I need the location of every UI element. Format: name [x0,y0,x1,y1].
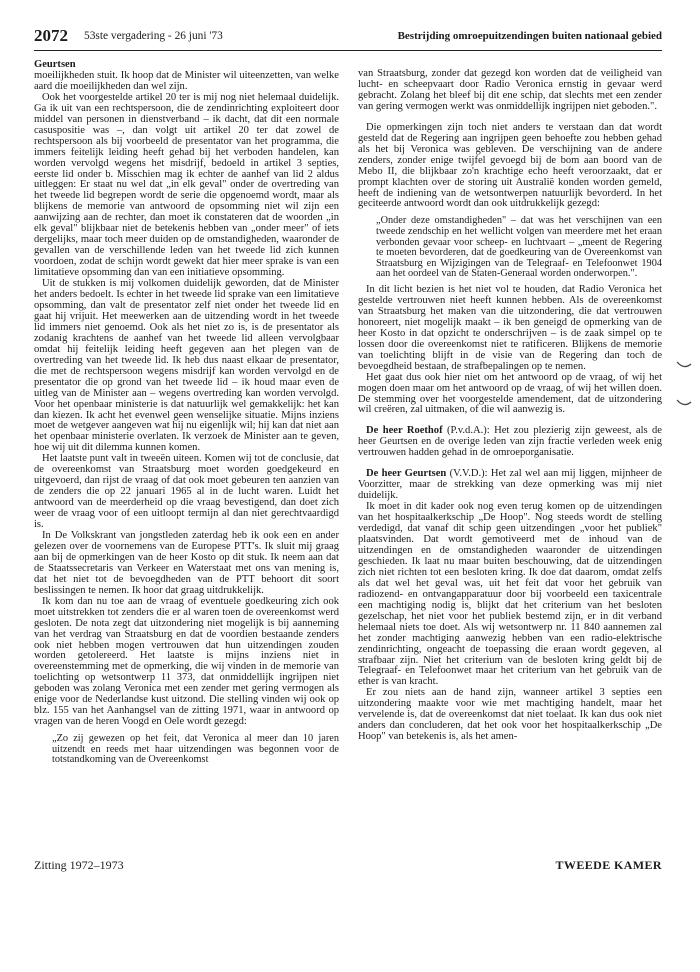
footer-session: Zitting 1972–1973 [34,858,124,872]
left-column [34,60,339,771]
footer-chamber: TWEEDE KAMER [555,858,662,872]
speaker-name: De heer Roethof [366,425,443,437]
speaker-name: De heer Geurtsen [366,468,447,480]
paragraph: moeilijkheden stuit. Ik hoop dat de Minister wil uiteenzetten, van welke aard die moeilijkheden dan wel zijn. [34,69,339,92]
speaker-heading: Geurtsen [34,59,76,70]
paragraph: Ik kom dan nu toe aan de vraag of eventuele goedkeuring zich ook moet uitstrekken tot zenders die er al waren toen de overeenkomst werd gesloten. De nota zegt dat uitzondering niet mogelijk is bij aanneming van het verdrag van Straatsburg en dat de voordien bestaande zenders ook niet hebben mogen vertrouwen dat hun uitzendingen zouden worden getolereerd. Het laatste is mijns inziens niet in overeenstemming met de opmerking, die wij vinden in de memorie van toelichting op wetsontwerp 11 373, dat onmiddellijk ingrijpen niet geboden was zolang Veronica met een zender met gering vermogen als enige voor de Nederlandse kust uitzond. Die stelling vinden wij ook op blz. 155 van het Aanhangsel van de zitting 1971, waar in antwoord op vragen van de heren Voogd en Oele wordt gezegd: [34,595,339,728]
interjection-roethof [358,426,662,459]
paragraph: Die opmerkingen zijn toch niet anders te verstaan dan dat wordt gesteld dat de Regering aan ingrijpen geen behoefte zou hebben gehad als het bij Veronica was gebleven. De verschijning van de andere zenders, zonder enige twijfel gevoegd bij de bom aan boord van de Mebo II, die blijkbaar zo'n krachtige echo heeft veroorzaakt, dat er prompt klachten over de storing uit Australië konden worden gemeld, heeft de indiening van de wetsontwerpen natuurlijk bevorderd. In het geciteerde antwoord wordt dan ook uitdrukkelijk gezegd: [358,121,662,210]
paragraph: Ik moet in dit kader ook nog even terug komen op de uitzendingen van het hospitaalkerkschip „De Hoop". Nog steeds wordt de stelling verdedigd, dat vanaf dit schip geen uitzendingen „voor het publiek" plaatsvinden. Dat wordt gemotiveerd met de inhoud van de uitzendingen en de omstandigheden waaronder de uitzendingen geschieden. Ik laat nu maar buiten beschouwing, dat de uitzendingen zich niet richten tot een besloten kring. Ik doe dat daarom, omdat zelfs als dat wel het geval was, uit het feit dat voor het gebruik van radiozend- en ontvangapparatuur door bij voorbeeld een taxicentrale een machtiging nodig is, blijkt dat het criterium van het besloten gezelschap, het niet voor het publiek bestemd zijn, er in dit verband helemaal niets toe doet. Als wij wetsontwerp nr. 11 840 aannemen zal het zonder machtiging aanwezig hebben van een radio-elektrische zendinrichting, ongeacht de toepassing die eraan wordt gegeven, al strafbaar zijn. Niet het criterium van de besloten kring geldt bij de Telegraaf- en Telefoonwet maar het criterium van het gebruik van de ether is van kracht. [358,501,662,688]
interjection-text: (P.v.d.A.): Het zou plezierig zijn geweest, als de heer Geurtsen en de overige leden van zijn fractie verleden week enig vertrouwen hadden gehad in de omroeporganisatie. [358,425,662,459]
running-title: Bestrijding omroepuitzendingen buiten nationaal gebied [397,30,662,42]
session-info: 53ste vergadering - 26 juni '73 [84,30,223,42]
right-column [358,69,662,743]
margin-mark-icon [676,360,692,370]
paragraph: Het laatste punt valt in tweeën uiteen. Komen wij tot de conclusie, dat de overeenkomst van Straatsburg moet worden goedgekeurd en uitgevoerd, dan rijst de vraag of dat ook moet gebeuren ten aanzien van de zenders die op 22 januari 1965 al in de lucht waren. Luidt het antwoord van de meerderheid op die vraag bevestigend, dan doet zich weer de vraag voor of een uitloopt termijn al dan niet gerechtvaardigd is. [34,453,339,531]
paragraph: In dit licht bezien is het niet vol te houden, dat Radio Veronica het gestelde vertrouwen niet heeft kunnen hebben. Als de overeenkomst van Straatsburg het maken van die uitzondering, die dat vertrouwen honoreert, niet mogelijk maakt – ik ben geneigd de opmerking van de heer Kosto in dat opzicht te onderschrijven – is de zaak simpel op te lossen door die overeenkomst niet te ratificeren. Blijkens de memorie van toelichting blijft in de visie van de Regering dan toch de bevoegdheid bestaan, de strafbepalingen op te nemen. [358,284,662,372]
paragraph: Er zou niets aan de hand zijn, wanneer artikel 3 septies een uitzondering maakte voor wie met machtiging handelt, maar het vervelende is, dat de overeenkomst dat niet toelaat. Ik kan dus ook niet anders dan concluderen, dat het ook voor het hospitaalkerkschip „De Hoop" van betekenis is, als het amen- [358,687,662,743]
reply-text: (V.V.D.): Het zal wel aan mij liggen, mijnheer de Voorzitter, maar de strekking van deze opmerking was mij niet duidelijk. [358,468,662,502]
page-header [34,26,662,48]
margin-mark-icon [676,398,692,408]
paragraph: Uit de stukken is mij volkomen duidelijk geworden, dat de Minister het anders bedoelt. Is echter in het tweede lid sprake van een limitatieve opsomming, dan valt de presentator zelf niet onder het tweede lid en gaat hij vrijuit. Het meewerken aan de uitzending wordt in het tweede lid immers niet genoemd. Ook als het niet zo is, is de presentator als zodanig krachtens de aanhef van het tweede lid alleen vervolgbaar omdat hij feitelijk leiding heeft gegeven aan het plegen van de overtreding van het tweede lid. Ik heb dus naast elkaar de presentator, die met de rechtspersoon wegens misdrijf kan worden vervolgd en de presentator die op grond van het tweede lid – ik houd maar even de uitleg van de Minister aan – wegens overtreding kan worden vervolgd. Voor het openbaar ministerie is dat natuurlijk wel gemakkelijk: het kan dan kiezen. Ik acht het evenwel geen wenselijke situatie. Mijns inziens moet de wetgever aangeven wat hij nu eigenlijk wil; hij kan dat niet aan het openbaar ministerie overlaten. Ik verzoek de Minister aan te geven, hoe wij uit dit dilemma kunnen komen. [34,278,339,454]
page-number: 2072 [34,26,68,45]
reply-geurtsen [358,469,662,502]
block-quote: „Onder deze omstandigheden" – dat was het verschijnen van een tweede zendschip en het wellicht volgen van meerdere met het eraan verbonden gevaar voor scheep- en luchtvaart – „meent de Regering te moeten bevorderen, dat de goedkeuring van de Overeenkomst van Straatsburg en Wijzigingen van de Telegraaf- en Telefoonwet 1904 aan het oordeel van de Staten-Generaal worden onderworpen.". [376,215,662,280]
block-quote: „Zo zij gewezen op het feit, dat Veronica al meer dan 10 jaren uitzendt en reeds met haar uitzendingen was begonnen voor de totstandkoming van de Overeenkomst [52,733,339,766]
paragraph: Het gaat dus ook hier niet om het antwoord op de vraag, of wij het mogen doen maar om het antwoord op de vraag, of wij het willen doen. De stemming over het voorgestelde amendement, dat de uitzondering wil creëren, zal uitmaken, of die wil aanwezig is. [358,371,662,416]
header-rule [34,50,662,51]
paragraph: In De Volkskrant van jongstleden zaterdag heb ik ook een en ander gelezen over de voornemens van de Europese PTT's. Ik sluit mij graag aan bij de opmerkingen van de heer Kosto op dit stuk. Ik neem aan dat de Staatssecretaris van Verkeer en Waterstaat met ons van mening is, dat het niet tot de bevoegdheden van de PTT behoort dit soort beslissingen te nemen. Ik hoor dat graag uitdrukkelijk. [34,529,339,596]
paragraph: van Straatsburg, zonder dat gezegd kon worden dat de veiligheid van lucht- en scheepvaart door Radio Veronica ernstig in gevaar werd gebracht. Zolang het bleef bij dit ene schip, dat slechts met een zender van gering vermogen werkt was onmiddellijk ingrijpen niet geboden.". [358,68,662,112]
paragraph: Ook het voorgestelde artikel 20 ter is mij nog niet helemaal duidelijk. Ga ik uit van een rechtspersoon, die de zendinrichting exploiteert door middel van personen in dienstverband – ik dacht, dat dit een normale casuspositie was –, dan volgt uit artikel 20 ter dat zowel de rechtspersoon als bij voorbeeld de presentator van het programma, die immers feitelijk leiding heeft gehad bij het verboden handelen, kan worden vervolgd wegens het misdrijf, bedoeld in artikel 3 septies, eerste lid onder b. Misschien mag ik echter de aanhef van lid 2 aldus uitleggen: Er staat nu wel dat „in elk geval" onder de overtreding van het tweede lid begrepen wordt de serie die opgenoemd wordt, maar als blijkens de memorie van antwoord de opsomming niet wil zijn een aanwijzing aan de rechter, dan moet ik constateren dat de woorden „in elk geval" blijkbaar niet de betekenis hebben van „onder meer" of iets dergelijks, maar toch meer duiden op de omstandigheden, waaronder de gevallen van de verschillende leden van het tweede lid zich kunnen voordoen, zodat de schijn wordt gewekt dat hier meer sprake is van een limitatieve opsomming dan van een initiatieve opsomming. [34,91,339,279]
